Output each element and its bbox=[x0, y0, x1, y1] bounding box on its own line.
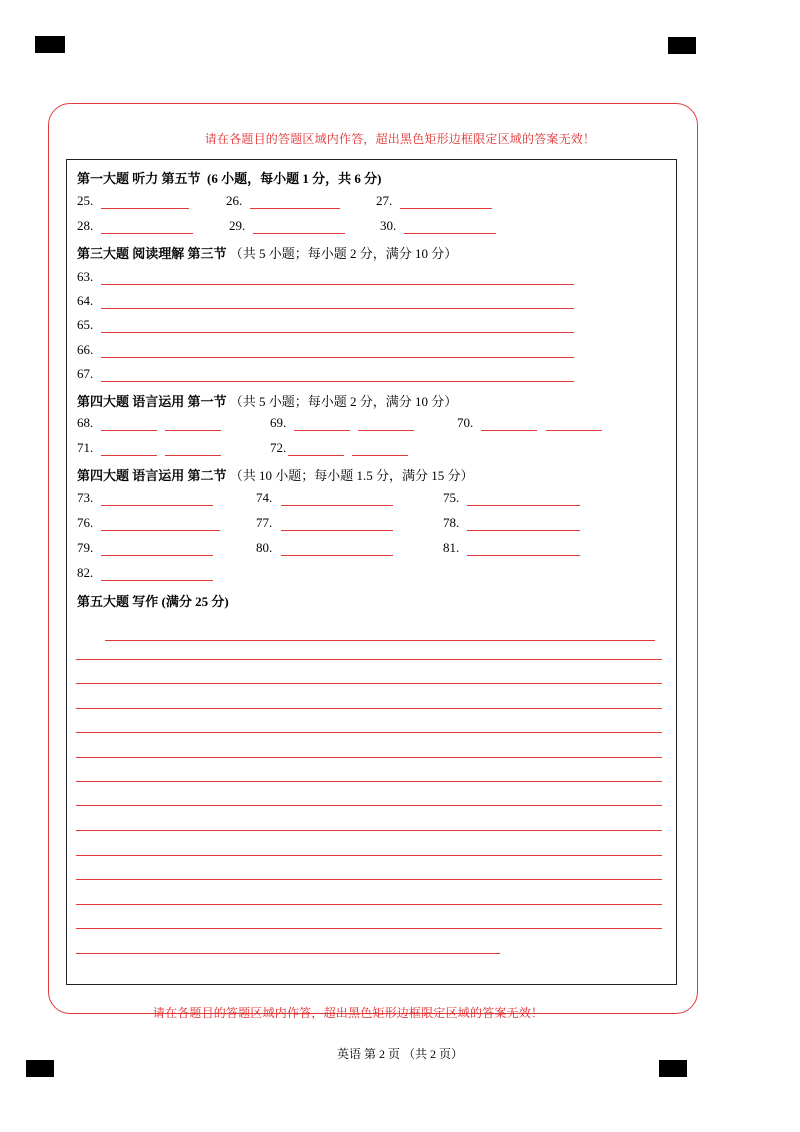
answer-line-63[interactable] bbox=[101, 284, 574, 285]
question-number: 69. bbox=[270, 415, 287, 430]
question-number: 71. bbox=[77, 440, 94, 455]
answer-line-76[interactable] bbox=[101, 530, 220, 531]
question-number: 29. bbox=[229, 218, 246, 233]
answer-line-78[interactable] bbox=[467, 530, 580, 531]
question-number: 78. bbox=[443, 515, 460, 530]
question-number: 28. bbox=[77, 218, 94, 233]
section-title-reading: 第三大题 阅读理解 第三节 （共 5 小题；每小题 2 分，满分 10 分） bbox=[77, 246, 458, 261]
answer-line-25[interactable] bbox=[101, 208, 189, 209]
answer-line-82[interactable] bbox=[101, 580, 213, 581]
answer-line-30[interactable] bbox=[404, 233, 496, 234]
question-number: 72. bbox=[270, 440, 287, 455]
answer-line-68b[interactable] bbox=[165, 430, 221, 431]
question-number: 74. bbox=[256, 490, 273, 505]
page-footer: 英语 第 2 页 （共 2 页） bbox=[336, 1047, 463, 1061]
answer-line-71a[interactable] bbox=[101, 455, 157, 456]
writing-line[interactable] bbox=[76, 757, 662, 758]
answer-line-27[interactable] bbox=[400, 208, 492, 209]
answer-line-73[interactable] bbox=[101, 505, 213, 506]
question-number: 25. bbox=[77, 193, 94, 208]
writing-line[interactable] bbox=[76, 879, 662, 880]
answer-line-28[interactable] bbox=[101, 233, 193, 234]
answer-line-77[interactable] bbox=[281, 530, 393, 531]
answer-line-70b[interactable] bbox=[546, 430, 602, 431]
question-number: 63. bbox=[77, 269, 94, 284]
question-number: 30. bbox=[380, 218, 397, 233]
question-number: 77. bbox=[256, 515, 273, 530]
writing-line[interactable] bbox=[76, 781, 662, 782]
question-number: 75. bbox=[443, 490, 460, 505]
question-number: 73. bbox=[77, 490, 94, 505]
question-number: 67. bbox=[77, 366, 94, 381]
section-title-writing: 第五大题 写作 (满分 25 分) bbox=[77, 594, 229, 609]
answer-line-71b[interactable] bbox=[165, 455, 221, 456]
question-number: 70. bbox=[457, 415, 474, 430]
registration-mark-top-left bbox=[35, 36, 65, 53]
answer-line-66[interactable] bbox=[101, 357, 574, 358]
question-number: 27. bbox=[376, 193, 393, 208]
question-number: 76. bbox=[77, 515, 94, 530]
answer-line-75[interactable] bbox=[467, 505, 580, 506]
registration-mark-bottom-right bbox=[659, 1060, 687, 1077]
answer-line-64[interactable] bbox=[101, 308, 574, 309]
answer-line-72a[interactable] bbox=[288, 455, 344, 456]
section-title-language-use-1: 第四大题 语言运用 第一节 （共 5 小题；每小题 2 分，满分 10 分） bbox=[77, 394, 458, 409]
writing-line[interactable] bbox=[105, 640, 655, 641]
question-number: 82. bbox=[77, 565, 94, 580]
answer-box bbox=[66, 159, 677, 985]
question-number: 65. bbox=[77, 317, 94, 332]
registration-mark-bottom-left bbox=[26, 1060, 54, 1077]
writing-line[interactable] bbox=[76, 708, 662, 709]
question-number: 81. bbox=[443, 540, 460, 555]
question-number: 66. bbox=[77, 342, 94, 357]
section-title-listening: 第一大题 听力 第五节 (6 小题，每小题 1 分，共 6 分) bbox=[77, 171, 382, 186]
section-title-language-use-2: 第四大题 语言运用 第二节 （共 10 小题；每小题 1.5 分，满分 15 分） bbox=[77, 468, 474, 483]
question-number: 80. bbox=[256, 540, 273, 555]
writing-line[interactable] bbox=[76, 683, 662, 684]
answer-line-70a[interactable] bbox=[481, 430, 537, 431]
writing-line[interactable] bbox=[76, 805, 662, 806]
question-number: 26. bbox=[226, 193, 243, 208]
answer-line-26[interactable] bbox=[250, 208, 340, 209]
answer-line-29[interactable] bbox=[253, 233, 345, 234]
writing-line[interactable] bbox=[76, 904, 662, 905]
question-number: 79. bbox=[77, 540, 94, 555]
writing-line[interactable] bbox=[76, 659, 662, 660]
writing-line[interactable] bbox=[76, 953, 500, 954]
answer-line-69a[interactable] bbox=[294, 430, 350, 431]
answer-line-65[interactable] bbox=[101, 332, 574, 333]
answer-line-81[interactable] bbox=[467, 555, 580, 556]
writing-line[interactable] bbox=[76, 928, 662, 929]
question-number: 68. bbox=[77, 415, 94, 430]
writing-line[interactable] bbox=[76, 855, 662, 856]
warning-text-top: 请在各题目的答题区域内作答，超出黑色矩形边框限定区域的答案无效！ bbox=[204, 132, 596, 146]
writing-line[interactable] bbox=[76, 732, 662, 733]
question-number: 64. bbox=[77, 293, 94, 308]
registration-mark-top-right bbox=[668, 37, 696, 54]
answer-line-80[interactable] bbox=[281, 555, 393, 556]
answer-line-72b[interactable] bbox=[352, 455, 408, 456]
warning-text-bottom: 请在各题目的答题区域内作答，超出黑色矩形边框限定区域的答案无效！ bbox=[152, 1006, 544, 1020]
answer-line-67[interactable] bbox=[101, 381, 574, 382]
answer-line-69b[interactable] bbox=[358, 430, 414, 431]
answer-line-74[interactable] bbox=[281, 505, 393, 506]
answer-line-79[interactable] bbox=[101, 555, 213, 556]
writing-line[interactable] bbox=[76, 830, 662, 831]
answer-line-68a[interactable] bbox=[101, 430, 157, 431]
